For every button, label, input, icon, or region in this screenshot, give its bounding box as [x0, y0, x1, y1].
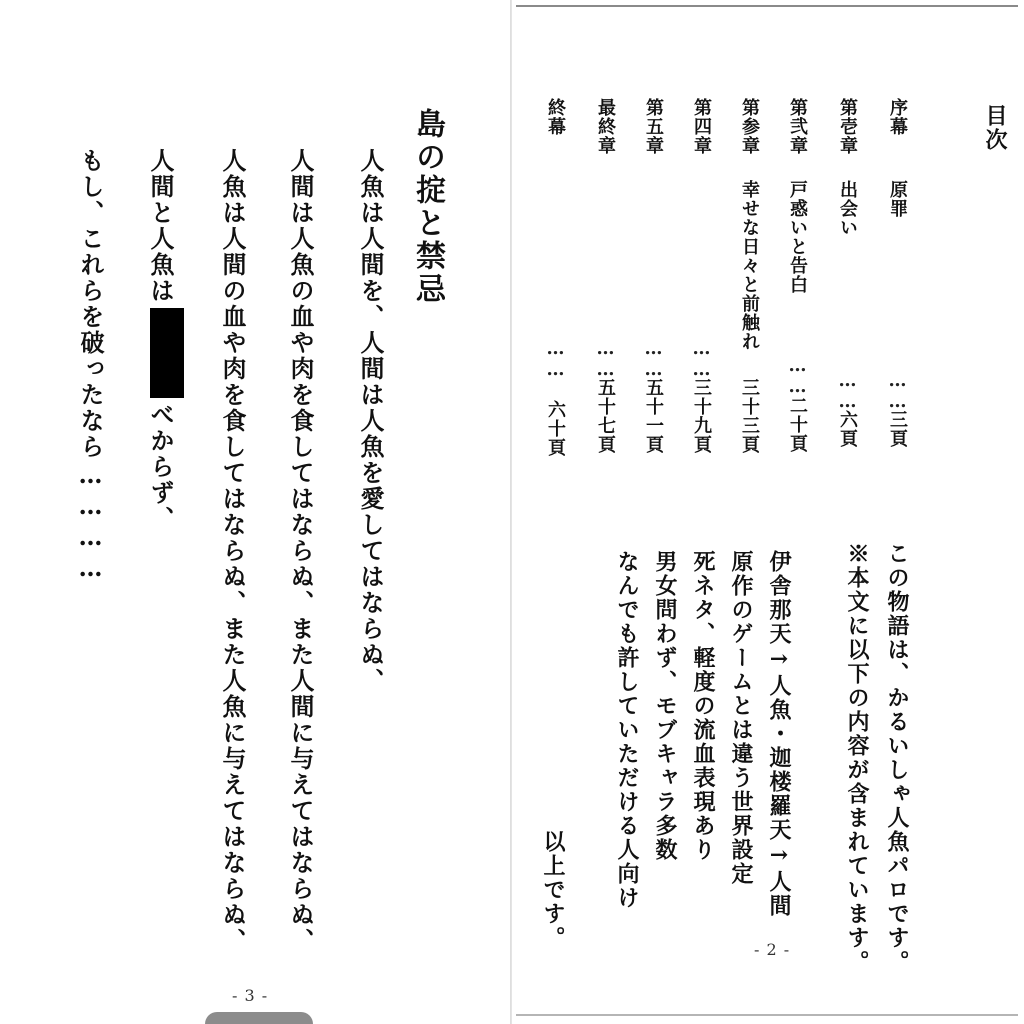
- toc-chapter-4[interactable]: 第参章: [739, 98, 760, 155]
- toc-dots-7: ……: [595, 338, 616, 380]
- toc-chapter-5[interactable]: 第四章: [691, 98, 712, 155]
- rule-line-2: 人間は人魚の血や肉を食してはならぬ、また人間に与えてはならぬ、: [286, 148, 315, 954]
- page-number-right: - 2 -: [754, 940, 791, 959]
- rule-line-4-start: 人間と人魚は: [146, 148, 175, 304]
- toc-chapter-3[interactable]: 第弐章: [787, 98, 808, 155]
- toc-chapter-6[interactable]: 第五章: [643, 98, 664, 155]
- rule-line-4-end: べからず、: [146, 402, 175, 532]
- censor-bar: [150, 308, 184, 398]
- toc-dots-3: ……: [787, 355, 808, 397]
- note-line-1: この物語は、かるいしゃ人魚パロです。: [884, 542, 910, 974]
- bottom-divider: [516, 1014, 1018, 1016]
- toc-page-5[interactable]: 三十九頁: [691, 378, 712, 454]
- toc-dots-8: ……: [545, 338, 566, 380]
- closing-text: 以上です。: [540, 830, 566, 950]
- toc-chapter-2[interactable]: 第壱章: [837, 98, 858, 155]
- toc-chapter-7[interactable]: 最終章: [595, 98, 616, 155]
- toc-page-7[interactable]: 五十七頁: [595, 378, 616, 454]
- toc-title-1[interactable]: 原罪: [887, 180, 908, 218]
- rule-line-1: 人魚は人間を、人間は人魚を愛してはならぬ、: [356, 148, 385, 694]
- toc-page-8[interactable]: 六十頁: [545, 400, 566, 457]
- toc-page-2[interactable]: 六頁: [837, 410, 858, 448]
- toc-dots-6: ……: [643, 338, 664, 380]
- rule-line-5: もし、これらを破ったなら…………: [76, 148, 105, 584]
- toc-page-4[interactable]: 三十三頁: [739, 378, 760, 454]
- note-line-4: 原作のゲームとは違う世界設定: [728, 550, 754, 886]
- toc-page-6[interactable]: 五十一頁: [643, 378, 664, 454]
- note-line-7: なんでも許していただける人向け: [614, 550, 640, 910]
- toc-page-1[interactable]: 三頁: [887, 410, 908, 448]
- page-2: [512, 0, 1024, 1024]
- toc-page-3[interactable]: 二十頁: [787, 396, 808, 453]
- rule-line-3: 人魚は人間の血や肉を食してはならぬ、また人魚に与えてはならぬ、: [218, 148, 247, 954]
- toc-title-3[interactable]: 戸惑いと告白: [787, 180, 808, 294]
- page-scroll-handle[interactable]: [205, 1012, 313, 1024]
- note-line-3: 伊舎那天→人魚・迦楼羅天→人間: [766, 550, 792, 918]
- rule-line-4: [148, 148, 184, 532]
- page-number-left: - 3 -: [232, 986, 269, 1005]
- page-title: 島の掟と禁忌: [410, 108, 445, 306]
- toc-title-2[interactable]: 出会い: [837, 180, 858, 237]
- note-line-2: ※本文に以下の内容が含まれています。: [844, 542, 870, 974]
- toc-chapter-8[interactable]: 終幕: [545, 98, 566, 136]
- toc-dots-1: ……: [887, 370, 908, 412]
- toc-title-4[interactable]: 幸せな日々と前触れ: [739, 180, 760, 351]
- top-divider: [516, 5, 1018, 7]
- toc-chapter-1[interactable]: 序幕: [887, 98, 908, 136]
- toc-heading: [984, 104, 1008, 158]
- note-line-6: 男女問わず、モブキャラ多数: [652, 550, 678, 862]
- toc-heading-text: 目次: [982, 104, 1008, 152]
- toc-dots-2: ……: [837, 370, 858, 412]
- note-line-5: 死ネタ、軽度の流血表現あり: [690, 550, 716, 862]
- toc-dots-5: ……: [691, 338, 712, 380]
